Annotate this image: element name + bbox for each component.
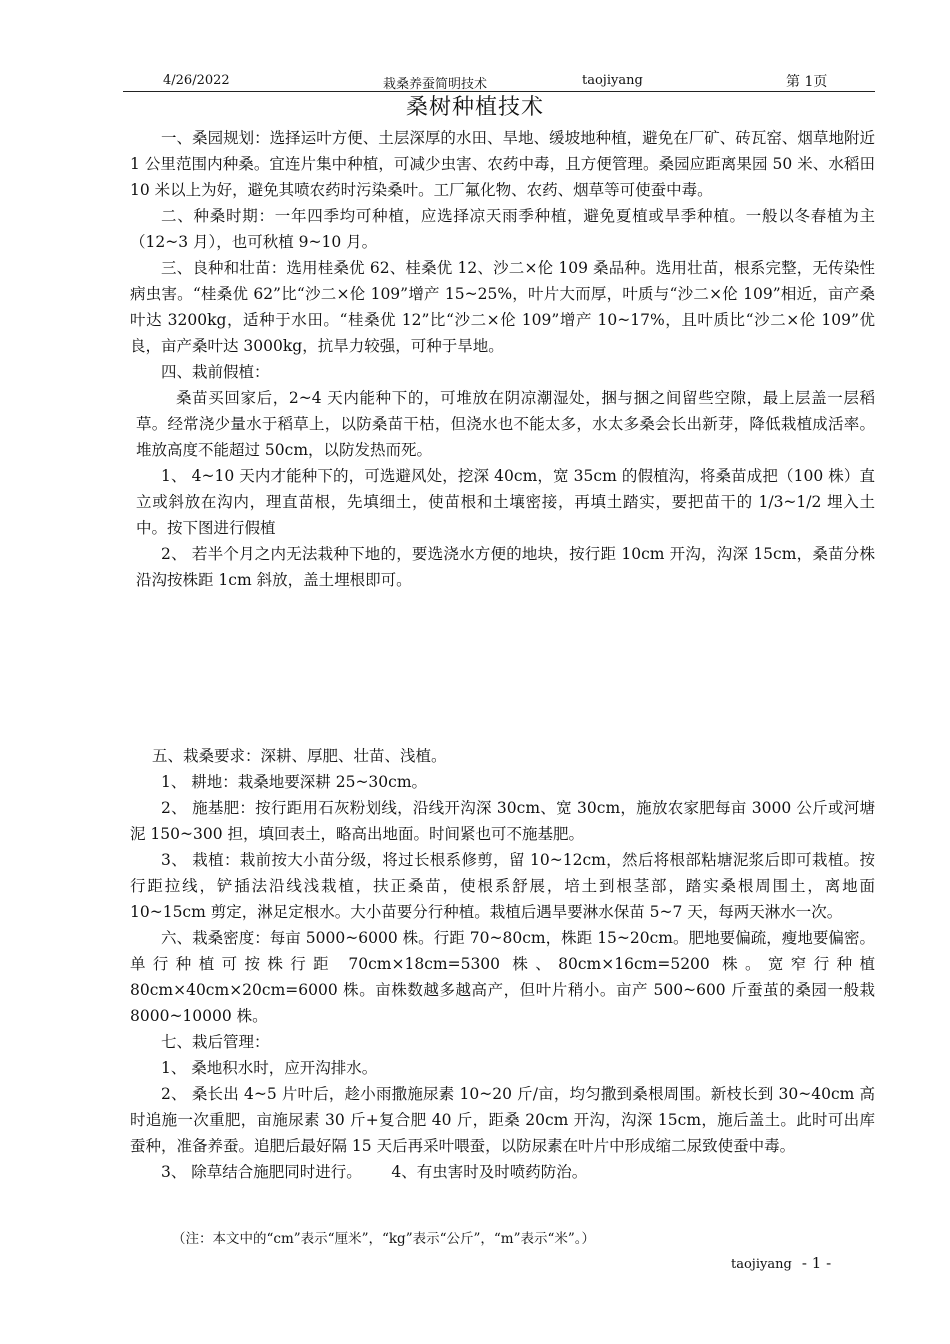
paragraph-planting: 3、 栽植：栽前按大小苗分级，将过长根系修剪，留 10~12cm，然后将根部粘塘泥浆后即可栽植。按行距拉线，铲插法沿线浅栽植，扶正桑苗，使根系舒展，培土到根茎部，踏实桑根周围土，离地面 10~15cm 剪定，淋足定根水。大小苗要分行种植。栽植后遇旱要淋水保苗 5~7 天，每两天淋水一次。 — [130, 851, 875, 921]
header-doc-title: 栽桑养蚕简明技术 — [383, 77, 488, 92]
paragraph-heading-4: 四、栽前假植： — [161, 363, 270, 381]
paragraph-storage-2: 2、 若半个月之内无法栽种下地的，要选浇水方便的地块，按行距 10cm 开沟，沟深 15cm，桑苗分株沿沟按株距 1cm 斜放，盖土埋根即可。 — [136, 545, 875, 589]
paragraph-variety: 三、良种和壮苗：选用桂桑优 62、桂桑优 12、沙二×伦 109 桑品种。选用壮苗，根系完整，无传染性病虫害。“桂桑优 62”比“沙二×伦 109”增产 15~25%，叶片大而厚，叶质与“沙二×伦 109”相近，亩产桑叶达 3200kg，适种于水田。“桂桑优 12”比“沙二×伦 109”增产 10~17%，且叶质比“沙二×伦 109”优良，亩产桑叶达 3000kg，抗旱力较强，可种于旱地。 — [130, 259, 875, 355]
paragraph-drainage: 1、 桑地积水时，应开沟排水。 — [161, 1059, 378, 1077]
header-date: 4/26/2022 — [163, 73, 230, 88]
paragraph-heading-5: 五、栽桑要求：深耕、厚肥、壮苗、浅植。 — [152, 747, 447, 765]
paragraph-storage-1: 1、 4~10 天内才能种下的，可选避风处，挖深 40cm，宽 35cm 的假植沟，将桑苗成把（100 株）直立或斜放在沟内，理直苗根，先填细土，使苗根和土壤密接，再填土踏实，要把苗干的 1/3~1/2 埋入土中。按下图进行假植 — [136, 467, 875, 537]
paragraph-base-fertilizer: 2、 施基肥：按行距用石灰粉划线，沿线开沟深 30cm、宽 30cm，施放农家肥每亩 3000 公斤或河塘泥 150~300 担，填回表土，略高出地面。时间紧也可不施基肥。 — [130, 799, 875, 843]
paragraph-heading-7: 七、栽后管理： — [161, 1033, 270, 1051]
paragraph-planting-time: 二、种桑时期：一年四季均可种植，应选择凉天雨季种植，避免夏植或旱季种植。一般以冬春植为主（12~3 月），也可秋植 9~10 月。 — [130, 207, 875, 251]
paragraph-garden-plan: 一、桑园规划：选择运叶方便、土层深厚的水田、旱地、缓坡地种植，避免在厂矿、砖瓦窑、烟草地附近 1 公里范围内种桑。宜连片集中种植，可减少虫害、农药中毒，且方便管理。桑园应距离果园 50 米、水稻田 10 米以上为好，避免其喷农药时污染桑叶。工厂氟化物、农药、烟草等可使蚕中毒。 — [130, 129, 875, 199]
paragraph-density: 六、栽桑密度：每亩 5000~6000 株。行距 70~80cm，株距 15~20cm。肥地要偏疏，瘦地要偏密。单行种植可按株行距 70cm×18cm=5300 株、80cm×16cm=5200 株。宽窄行种植 80cm×40cm×20cm=6000 株。亩株数越多越高产，但叶片稍小。亩产 500~600 斤蚕茧的桑园一般栽 8000~10000 株。 — [130, 929, 875, 1025]
paragraph-topdressing: 2、 桑长出 4~5 片叶后，趁小雨撒施尿素 10~20 斤/亩，均匀撒到桑根周围。新枝长到 30~40cm 高时追施一次重肥，亩施尿素 30 斤+复合肥 40 斤，距桑 20cm 开沟，沟深 15cm，施后盖土。此时可出库蚕种，准备养蚕。追肥后最好隔 15 天后再采叶喂蚕，以防尿素在叶片中形成缩二尿致使蚕中毒。 — [130, 1085, 875, 1155]
section-part2 — [130, 743, 875, 1185]
paragraph-ploughing: 1、 耕地：栽桑地要深耕 25~30cm。 — [161, 773, 428, 791]
header-page: 第 1页 — [786, 74, 828, 90]
section-part1 — [130, 125, 875, 593]
header-author: taojiyang — [582, 73, 643, 88]
footnote: （注：本文中的“cm”表示“厘米”，“kg”表示“公斤”，“m”表示“米”。） — [172, 1231, 596, 1247]
footer-page-number: - 1 - — [801, 1254, 832, 1272]
page-footer — [731, 1254, 831, 1272]
paragraph-storage: 桑苗买回家后，2~4 天内能种下的，可堆放在阴凉潮湿处，捆与捆之间留些空隙，最上层盖一层稻草。经常浇少量水于稻草上，以防桑苗干枯，但浇水也不能太多，水太多桑会长出新芽，降低栽植成活率。堆放高度不能超过 50cm，以防发热而死。 — [136, 389, 875, 459]
page-title: 桑树种植技术 — [405, 95, 544, 120]
paragraph-weeding: 3、 除草结合施肥同时进行。 4、有虫害时及时喷药防治。 — [161, 1163, 588, 1181]
footer-author: taojiyang — [731, 1257, 792, 1272]
